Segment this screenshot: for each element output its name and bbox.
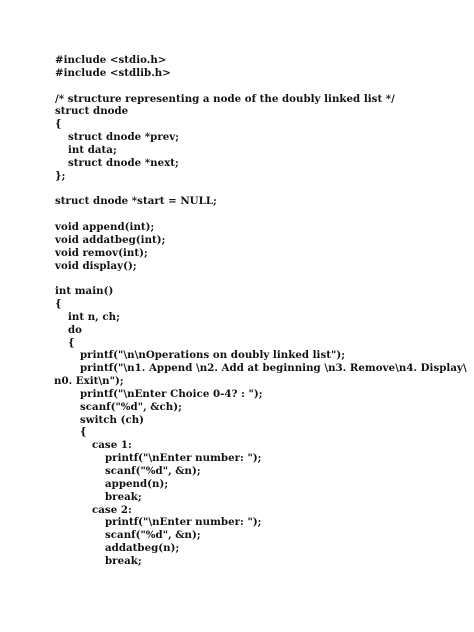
code-line: n0. Exit\n"); bbox=[54, 375, 124, 388]
code-line: printf("\nEnter Choice 0-4? : "); bbox=[80, 387, 263, 400]
code-line: void display(); bbox=[55, 259, 137, 272]
code-line: { bbox=[55, 298, 62, 311]
code-line: do bbox=[68, 323, 83, 336]
code-listing bbox=[54, 54, 467, 568]
code-line: void addatbeg(int); bbox=[55, 233, 166, 246]
code-line: printf("\n\nOperations on doubly linked list"); bbox=[80, 349, 346, 362]
code-line: switch (ch) bbox=[80, 413, 145, 426]
blank-line bbox=[55, 80, 455, 93]
code-line: }; bbox=[55, 169, 66, 182]
blank-line bbox=[55, 208, 455, 221]
code-line: break; bbox=[105, 554, 142, 567]
blank-line bbox=[55, 182, 455, 195]
code-line: scanf("%d", &n); bbox=[105, 465, 201, 477]
code-line: printf("\nEnter number: "); bbox=[105, 516, 262, 529]
code-line: printf("\nEnter number: "); bbox=[105, 452, 262, 465]
code-line: int main() bbox=[55, 285, 114, 298]
code-line: { bbox=[68, 336, 75, 349]
blank-line bbox=[55, 272, 455, 285]
code-line: scanf("%d", &ch); bbox=[80, 400, 182, 413]
code-line: append(n); bbox=[105, 477, 169, 490]
code-line: void append(int); bbox=[55, 220, 155, 233]
code-line: #include <stdio.h> bbox=[55, 54, 167, 66]
code-line: { bbox=[80, 426, 87, 439]
code-line: case 2: bbox=[92, 503, 132, 516]
code-line: /* structure representing a node of the doubly linked list */ bbox=[55, 92, 395, 105]
code-line: struct dnode *start = NULL; bbox=[55, 195, 217, 208]
code-line: struct dnode *prev; bbox=[68, 131, 180, 144]
code-line: break; bbox=[105, 490, 142, 503]
code-line: #include <stdlib.h> bbox=[55, 66, 171, 79]
code-line: scanf("%d", &n); bbox=[105, 529, 201, 542]
code-line: struct dnode *next; bbox=[68, 156, 179, 169]
code-line: int n, ch; bbox=[68, 310, 120, 323]
code-line: addatbeg(n); bbox=[105, 542, 180, 555]
code-line: void remov(int); bbox=[55, 246, 148, 259]
code-line: int data; bbox=[68, 143, 117, 156]
code-line: printf("\n1. Append \n2. Add at beginning \n3. Remove\n4. Display\ bbox=[80, 362, 467, 375]
code-line: case 1: bbox=[92, 439, 132, 452]
code-line: struct dnode bbox=[55, 105, 129, 118]
code-line: { bbox=[55, 118, 62, 131]
